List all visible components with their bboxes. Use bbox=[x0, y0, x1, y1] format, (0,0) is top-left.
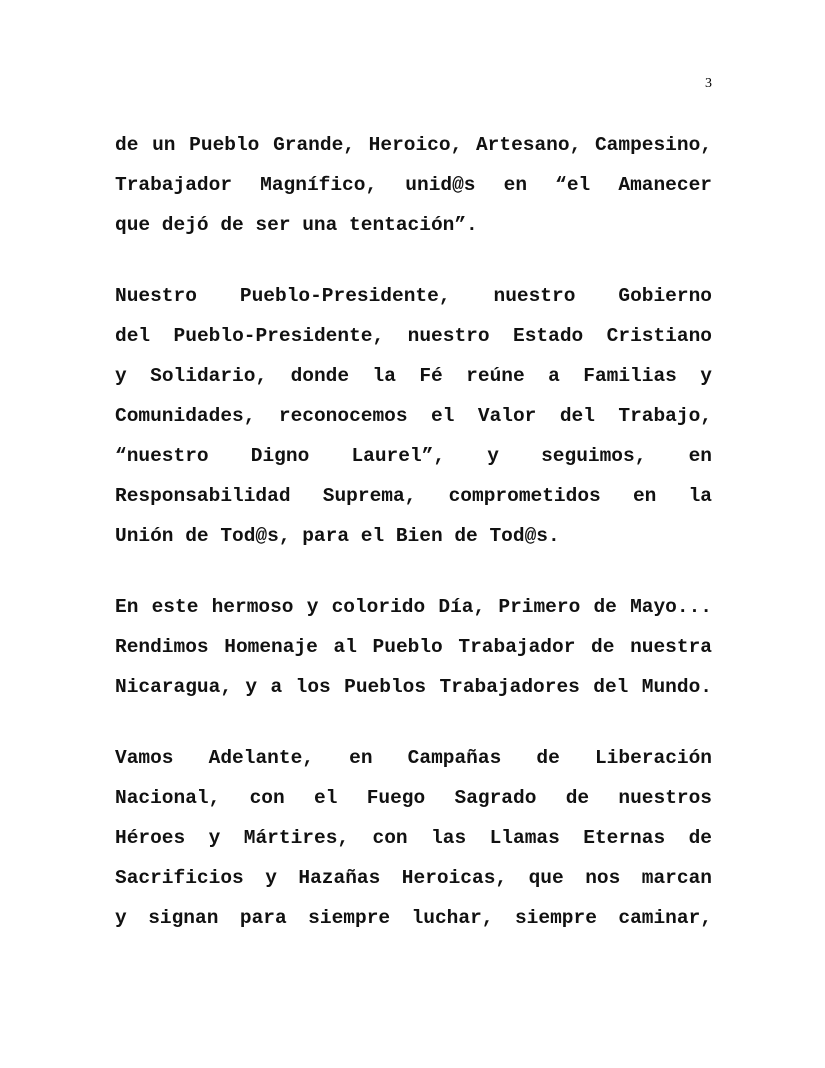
document-body bbox=[115, 125, 712, 969]
text-line: Trabajador Magnífico, unid@s en “el Amanecer bbox=[115, 174, 712, 196]
paragraph-3 bbox=[115, 587, 712, 707]
paragraph-1 bbox=[115, 125, 712, 245]
text-line: Responsabilidad Suprema, comprometidos en la bbox=[115, 485, 712, 507]
text-line: Comunidades, reconocemos el Valor del Trabajo, bbox=[115, 405, 712, 427]
page-number: 3 bbox=[705, 76, 712, 91]
text-line: Nicaragua, y a los Pueblos Trabajadores del Mundo. bbox=[115, 676, 712, 698]
text-line: de un Pueblo Grande, Heroico, Artesano, Campesino, bbox=[115, 134, 712, 156]
text-line: “nuestro Digno Laurel”, y seguimos, en bbox=[115, 445, 712, 467]
text-line: Vamos Adelante, en Campañas de Liberación bbox=[115, 747, 712, 769]
text-line: que dejó de ser una tentación”. bbox=[115, 214, 478, 236]
text-line: Sacrificios y Hazañas Heroicas, que nos marcan bbox=[115, 867, 712, 889]
text-line: y signan para siempre luchar, siempre caminar, bbox=[115, 907, 712, 929]
paragraph-2 bbox=[115, 276, 712, 556]
text-line: Nacional, con el Fuego Sagrado de nuestros bbox=[115, 787, 712, 809]
paragraph-4 bbox=[115, 738, 712, 938]
text-line: En este hermoso y colorido Día, Primero de Mayo... bbox=[115, 596, 712, 618]
text-line: del Pueblo-Presidente, nuestro Estado Cristiano bbox=[115, 325, 712, 347]
text-line: y Solidario, donde la Fé reúne a Familias y bbox=[115, 365, 712, 387]
text-line: Rendimos Homenaje al Pueblo Trabajador de nuestra bbox=[115, 636, 712, 658]
text-line: Unión de Tod@s, para el Bien de Tod@s. bbox=[115, 525, 560, 547]
text-line: Nuestro Pueblo-Presidente, nuestro Gobierno bbox=[115, 285, 712, 307]
text-line: Héroes y Mártires, con las Llamas Eternas de bbox=[115, 827, 712, 849]
